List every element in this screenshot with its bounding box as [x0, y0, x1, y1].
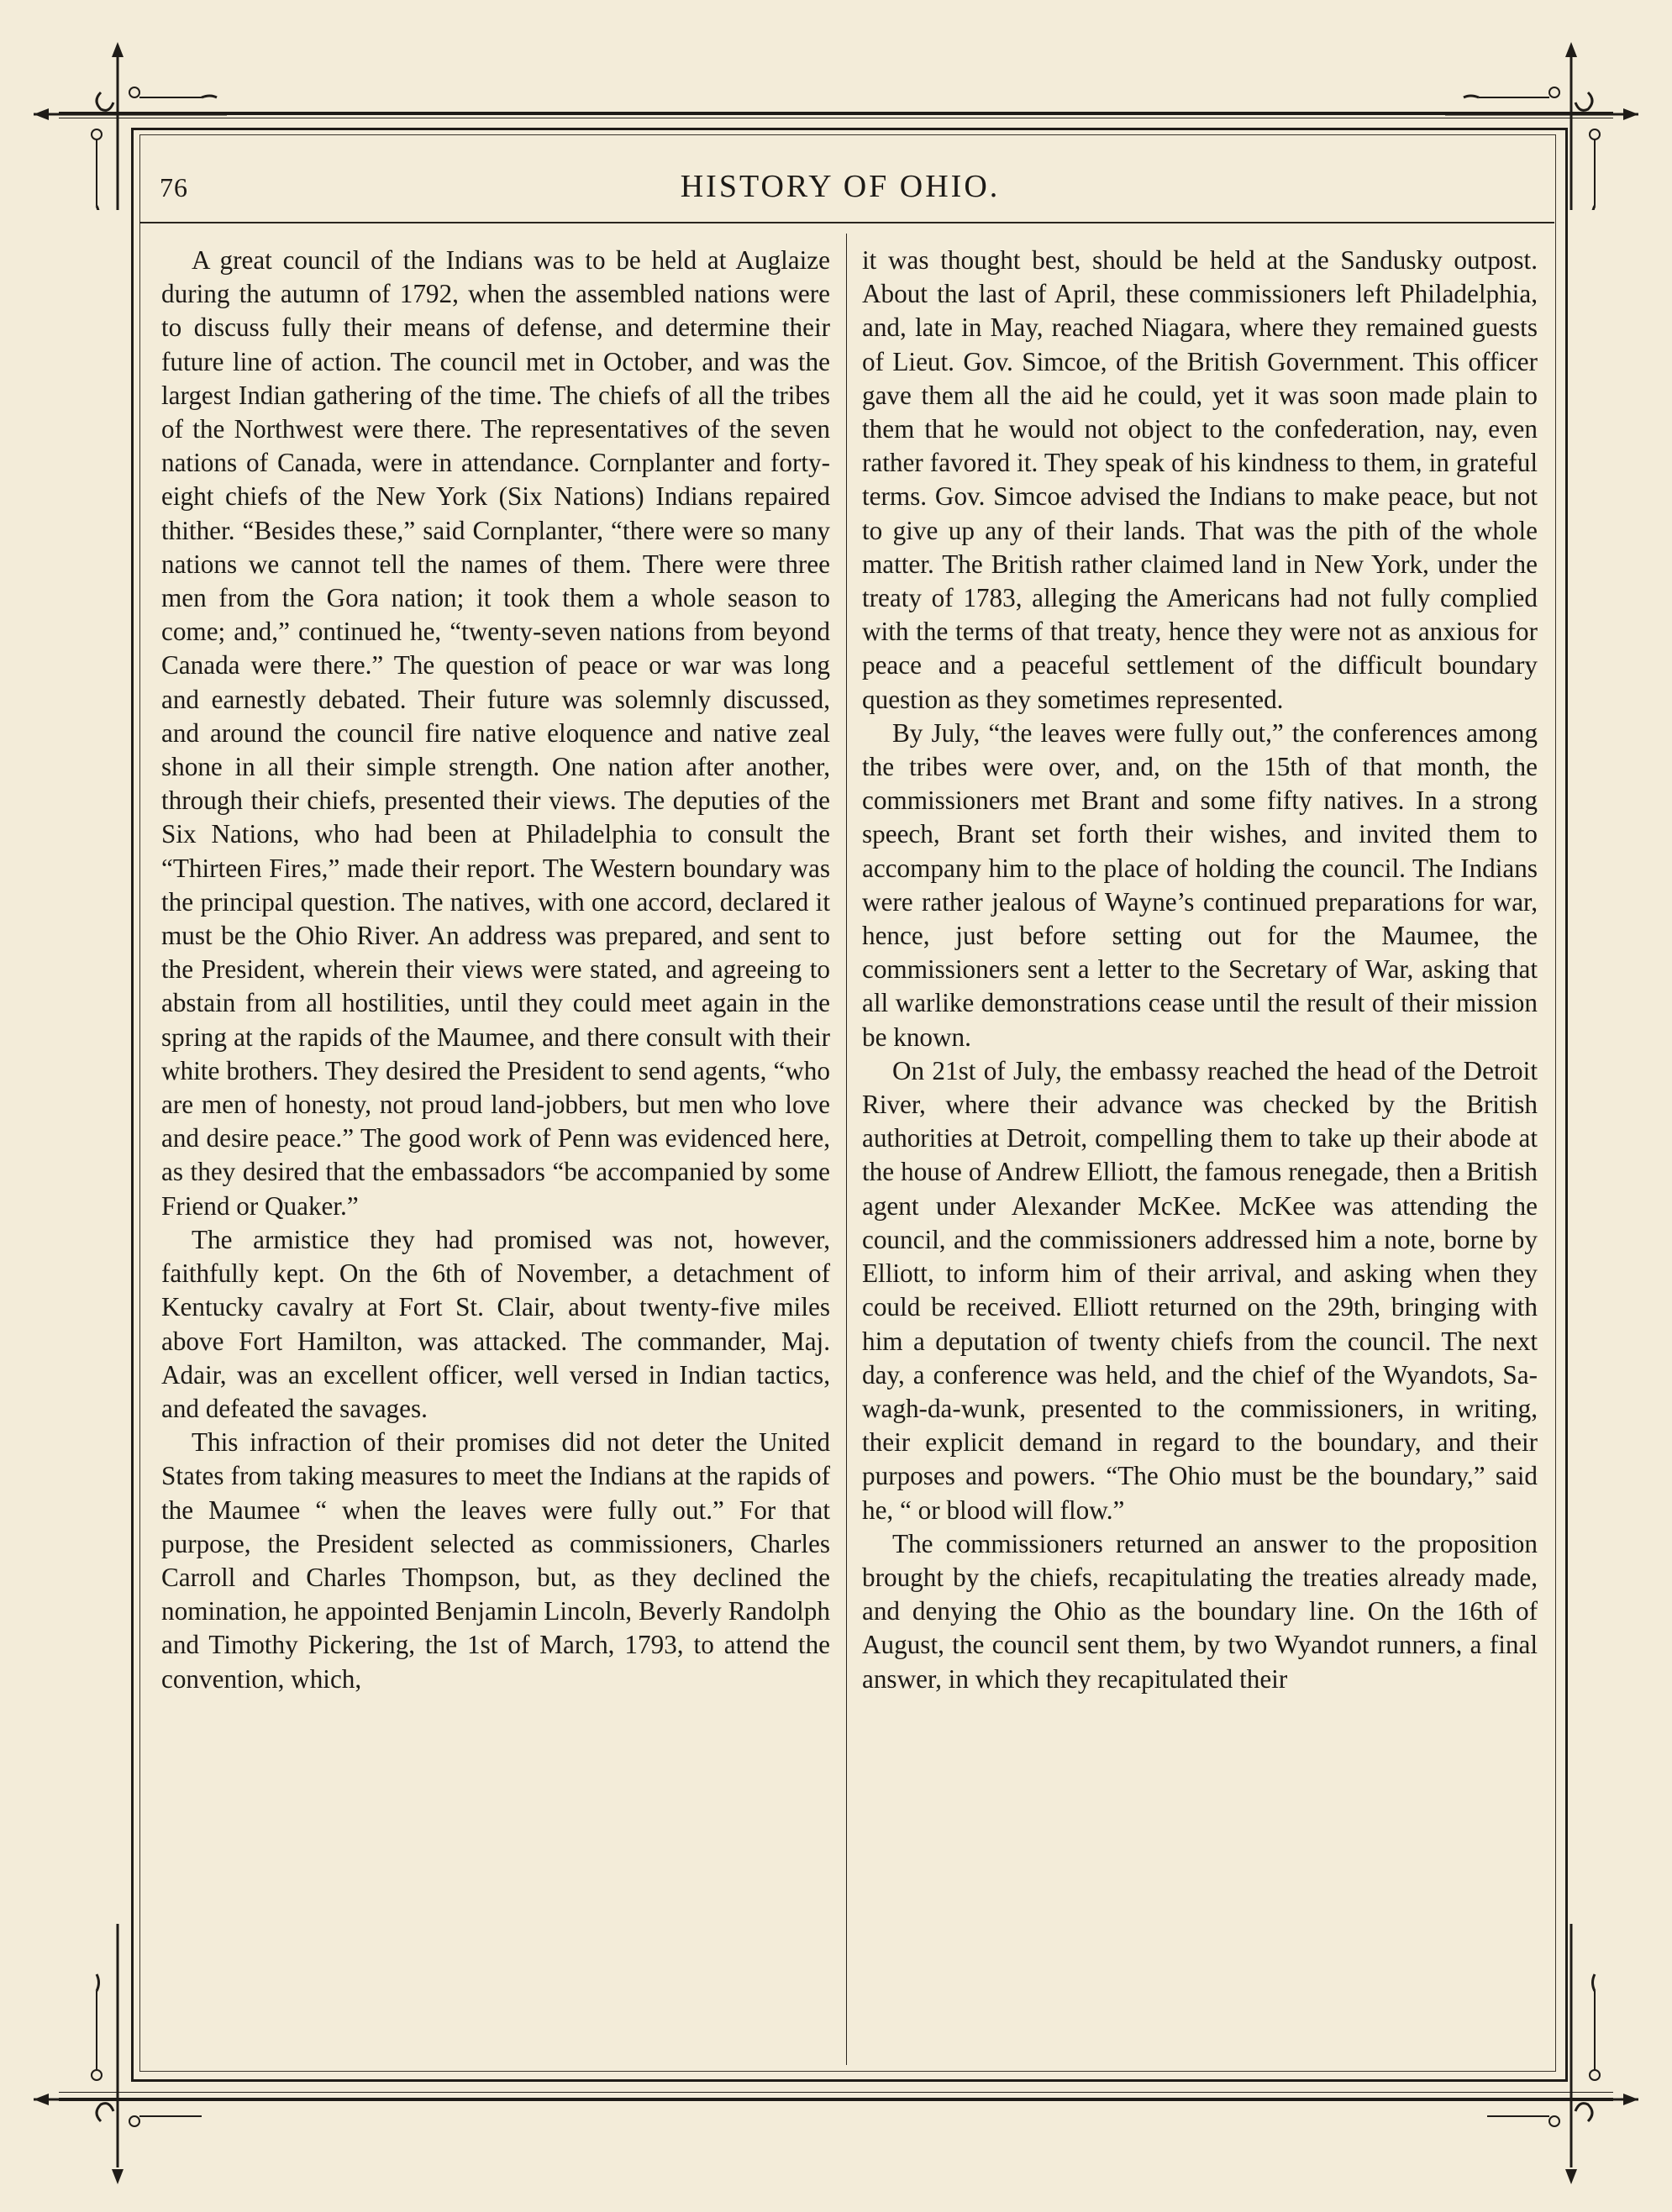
paragraph: By July, “the leaves were fully out,” the conferences among the tribes were over, and, on the 15th of that month, the commissioners met Brant and some fifty natives. In a strong speech, Brant set forth their wishes, and invited them to accompany him to the place of holding the council. The Indians were rather jealous of Wayne’s continued preparations for war, hence, just before setting out for the Maumee, the commissioners sent a letter to the Secretary of War, asking that all warlike demonstrations cease until the result of their mission be known.	[862, 717, 1538, 1052]
running-title: HISTORY OF OHIO.	[680, 169, 1001, 204]
paragraph: This infraction of their promises did not deter the United States from taking measures to meet the Indians at the rapids of the Maumee “ when the leaves were fully out.” For that purpose, the President selected as commissioners, Charles Carroll and Charles Thompson, but, as they declined the nomination, he appointed Benjamin Lincoln, Beverly Randolph and Timothy Pickering, the 1st of March, 1793, to attend the convention, which,	[161, 1427, 830, 1694]
header-rule	[139, 222, 1554, 223]
bottom-border-hairline	[59, 2092, 1613, 2093]
left-column	[161, 244, 830, 1696]
paragraph: On 21st of July, the embassy reached the head of the Detroit River, where their advance was checked by the British authorities at Detroit, compelling them to take up their abode at the house of Andrew Elliott, the famous renegade, then a British agent under Alexander McKee. McKee was attending the council, and the commissioners addressed him a note, borne by Elliott, to inform him of their arrival, and asking when they could be received. Elliott returned on the 29th, bringing with him a deputation of twenty chiefs from the council. The next day, a conference was held, and the chief of the Wyandots, Sa-wagh-da-wunk, presented to the commissioners, in writing, their explicit demand in regard to the boundary, and their purposes and powers. “The Ohio must be the boundary,” said he, “ or blood will flow.”	[862, 1055, 1538, 1525]
paragraph: The armistice they had promised was not, however, faithfully kept. On the 6th of November, a detachment of Kentucky cavalry at Fort St. Clair, about twenty-five miles above Fort Hamilton, was attacked. The commander, Maj. Adair, was an excellent officer, well versed in Indian tactics, and defeated the savages.	[161, 1224, 830, 1423]
column-divider	[846, 234, 847, 2065]
paragraph: The commissioners returned an answer to the proposition brought by the chiefs, recapitulating the treaties already made, and denying the Ohio as the boundary line. On the 16th of August, the council sent them, by two Wyandot runners, a final answer, in which they recapitulated their	[862, 1528, 1538, 1694]
paragraph: A great council of the Indians was to be held at Auglaize during the autumn of 1792, when the assembled nations were to discuss fully their means of defense, and determine their future line of action. The council met in October, and was the largest Indian gathering of the time. The chiefs of all the tribes of the Northwest were there. The representatives of the seven nations of Canada, were in attendance. Cornplanter and forty-eight chiefs of the New York (Six Nations) Indians repaired thither. “Besides these,” said Cornplanter, “there were so many nations we cannot tell the names of them. There were three men from the Gora nation; it took them a whole season to come; and,” continued he, “twenty-seven nations from beyond Canada were there.” The question of peace or war was long and earnestly debated. Their future was solemnly discussed, and around the council fire native eloquence and native zeal shone in all their simple strength. One nation after another, through their chiefs, presented their views. The deputies of the Six Nations, who had been at Philadelphia to consult the “Thirteen Fires,” made their report. The Western boundary was the principal question. The natives, with one accord, declared it must be the Ohio River. An address was prepared, and sent to the President, wherein their views were stated, and agreeing to abstain from all hostilities, until they could meet again in the spring at the rapids of the Maumee, and there consult with their white brothers. They desired the President to send agents, “who are men of honesty, not proud land-jobbers, but men who love and desire peace.” The good work of Penn was evidenced here, as they desired that the embassadors “be accompanied by some Friend or Quaker.”	[161, 245, 830, 1221]
corner-ornament-bottom-left-icon	[34, 1924, 227, 2184]
corner-ornament-top-right-icon	[1445, 42, 1638, 210]
page-number: 76	[160, 172, 188, 202]
corner-ornament-top-left-icon	[34, 42, 227, 210]
top-border-rule	[59, 112, 1613, 115]
corner-ornament-bottom-right-icon	[1445, 1924, 1638, 2184]
paragraph: it was thought best, should be held at the Sandusky outpost. About the last of April, these commissioners left Philadelphia, and, late in May, reached Niagara, where they remained guests of Lieut. Gov. Simcoe, of the British Government. This officer gave them all the aid he could, yet it was soon made plain to them that he would not object to the confederation, nay, even rather favored it. They speak of his kindness to them, in grateful terms. Gov. Simcoe advised the Indians to make peace, but not to give up any of their lands. That was the pith of the whole matter. The British rather claimed land in New York, under the treaty of 1783, alleging the Americans had not fully complied with the terms of that treaty, hence they were not as anxious for peace and a peaceful settlement of the difficult boundary question as they sometimes represented.	[862, 245, 1538, 714]
bottom-border-rule	[59, 2098, 1613, 2101]
right-column	[862, 244, 1538, 1696]
